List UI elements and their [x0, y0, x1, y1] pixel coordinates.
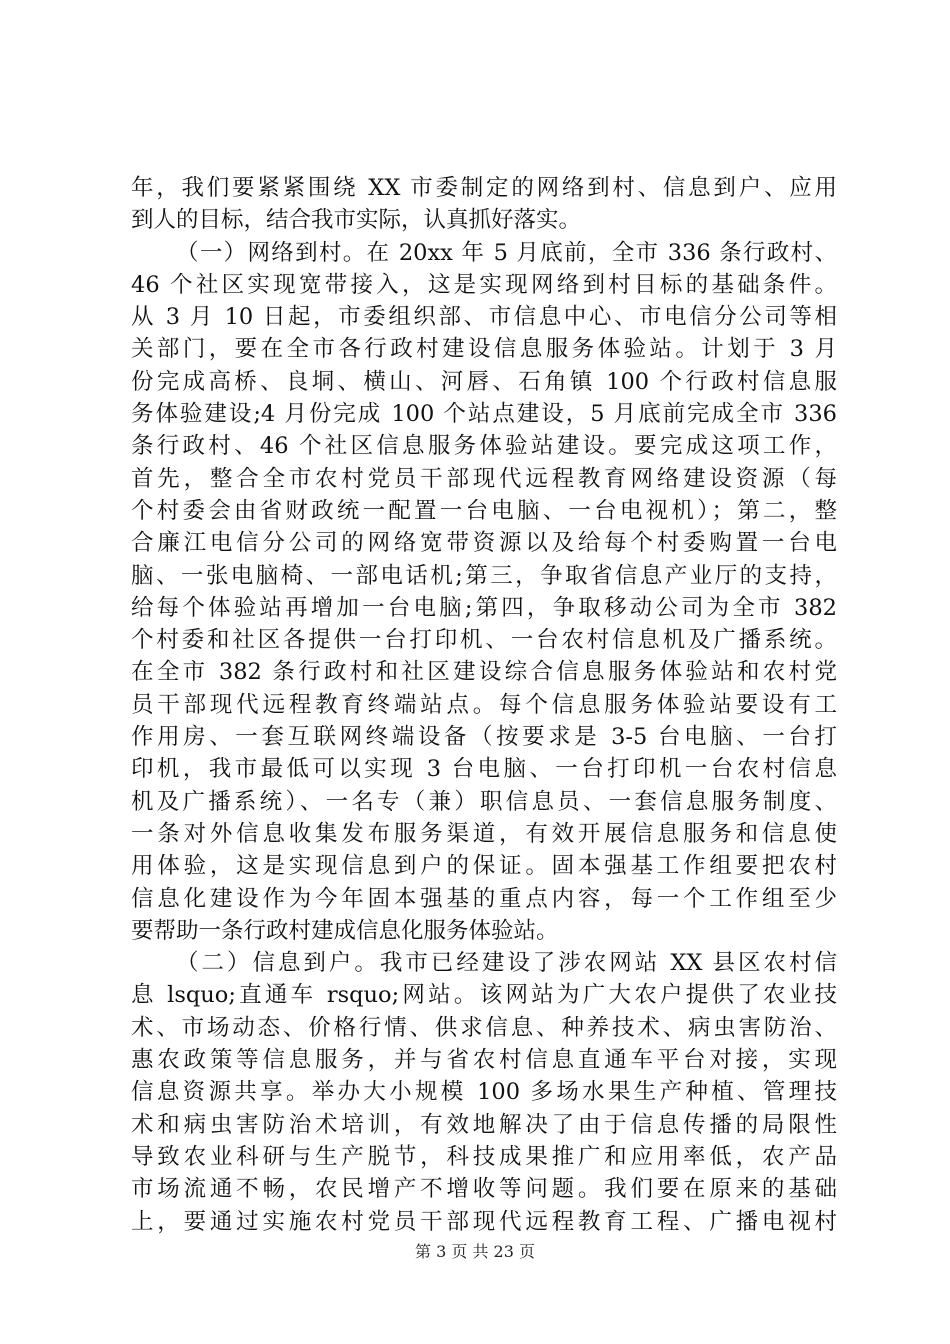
text-line: 员干部现代远程教育终端站点。每个信息服务体验站要设有工 — [131, 691, 837, 718]
text-line: 信息化建设作为今年固本强基的重点内容，每一个工作组至少 — [131, 885, 837, 912]
text-line: 给每个体验站再增加一台电脑;第四，争取移动公司为全市 382 — [131, 594, 837, 621]
text-line: 首先，整合全市农村党员干部现代远程教育网络建设资源（每 — [131, 465, 837, 492]
text-line: 一条对外信息收集发布服务渠道，有效开展信息服务和信息使 — [131, 820, 837, 847]
text-line: 信息资源共享。举办大小规模 100 多场水果生产种植、管理技 — [131, 1079, 837, 1106]
text-line: 个村委会由省财政统一配置一台电脑、一台电视机）；第二，整 — [131, 497, 837, 524]
text-line: 在全市 382 条行政村和社区建设综合信息服务体验站和农村党 — [131, 659, 837, 686]
section-heading-line: （二）信息到户。我市已经建设了涉农网站 XX 县区农村信 — [176, 950, 837, 977]
text-line: 条行政村、46 个社区信息服务体验站建设。要完成这项工作， — [131, 433, 837, 460]
text-line: 从 3 月 10 日起，市委组织部、市信息中心、市电信分公司等相 — [131, 304, 837, 331]
text-line: 到人的目标，结合我市实际，认真抓好落实。 — [131, 207, 582, 234]
body-text — [131, 172, 837, 1238]
text-line: 术、市场动态、价格行情、供求信息、种养技术、病虫害防治、 — [131, 1014, 837, 1041]
text-line: 作用房、一套互联网终端设备（按要求是 3-5 台电脑、一台打 — [131, 724, 837, 751]
text-line: 用体验，这是实现信息到户的保证。固本强基工作组要把农村 — [131, 853, 837, 880]
text-line: 务体验建设;4 月份完成 100 个站点建设，5 月底前完成全市 336 — [131, 401, 837, 428]
text-line: 导致农业科研与生产脱节，科技成果推广和应用率低，农产品 — [131, 1143, 837, 1170]
text-line: 机及广播系统）、一名专（兼）职信息员、一套信息服务制度、 — [131, 788, 837, 815]
text-line: 46 个社区实现宽带接入，这是实现网络到村目标的基础条件。 — [131, 271, 837, 298]
text-line: 脑、一张电脑椅、一部电话机;第三，争取省信息产业厅的支持， — [131, 562, 837, 589]
text-line: 年，我们要紧紧围绕 XX 市委制定的网络到村、信息到户、应用 — [131, 175, 837, 201]
text-line: 个村委和社区各提供一台打印机、一台农村信息机及广播系统。 — [131, 627, 837, 654]
text-line: 市场流通不畅，农民增产不增收等问题。我们要在原来的基础 — [131, 1176, 837, 1203]
text-line: 合廉江电信分公司的网络宽带资源以及给每个村委购置一台电 — [131, 530, 837, 557]
text-line: 要帮助一条行政村建成信息化服务体验站。 — [131, 917, 559, 944]
text-line: 惠农政策等信息服务，并与省农村信息直通车平台对接，实现 — [131, 1047, 837, 1074]
text-line: 关部门，要在全市各行政村建设信息服务体验站。计划于 3 月 — [131, 336, 837, 363]
text-line: 术和病虫害防治术培训，有效地解决了由于信息传播的局限性 — [131, 1111, 837, 1138]
text-line: 上，要通过实施农村党员干部现代远程教育工程、广播电视村 — [131, 1208, 837, 1235]
section-heading-line: （一）网络到村。在 20xx 年 5 月底前，全市 336 条行政村、 — [176, 239, 837, 266]
text-line: 印机，我市最低可以实现 3 台电脑、一台打印机一台农村信息 — [131, 756, 837, 783]
text-line: 份完成高桥、良垌、横山、河唇、石角镇 100 个行政村信息服 — [131, 368, 837, 395]
page-number-footer: 第 3 页 共 23 页 — [415, 1242, 535, 1261]
text-line: 息 lsquo;直通车 rsquo;网站。该网站为广大农户提供了农业技 — [131, 982, 837, 1009]
